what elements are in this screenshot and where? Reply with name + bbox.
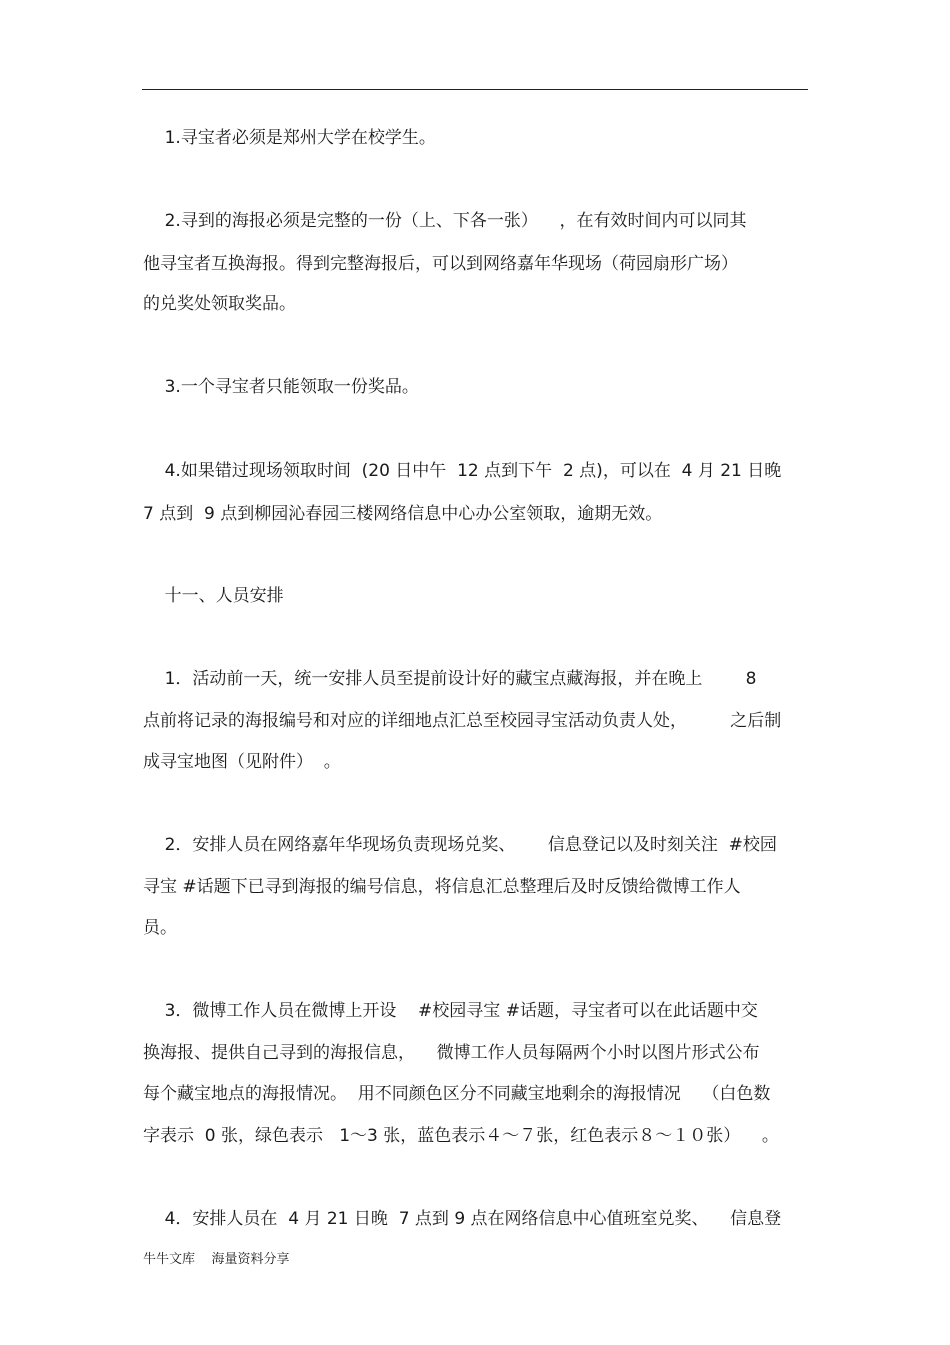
page-footer: 牛牛文库 海量资料分享 [143,1252,290,1267]
text-line: 成寻宝地图（见附件） 。 [143,752,341,772]
text-line: 换海报、提供自己寻到的海报信息， 微博工作人员每隔两个小时以图片形式公布 [143,1043,760,1063]
text-line: 每个藏宝地点的海报情况。 用不同颜色区分不同藏宝地剩余的海报情况 （白色数 [143,1084,771,1104]
text-line: 的兑奖处领取奖品。 [143,294,296,314]
text-line: 3．微博工作人员在微博上开设 #校园寻宝 #话题，寻宝者可以在此话题中交 [143,1001,758,1021]
text-line: 2.寻到的海报必须是完整的一份（上、下各一张） ，在有效时间内可以同其 [143,211,747,231]
text-line: 1．活动前一天，统一安排人员至提前设计好的藏宝点藏海报，并在晚上 8 [143,669,757,689]
text-line: 寻宝 #话题下已寻到海报的编号信息，将信息汇总整理后及时反馈给微博工作人 [143,877,741,897]
text-line: 7 点到 9 点到柳园沁春园三楼网络信息中心办公室领取，逾期无效。 [143,504,663,524]
header-rule [142,89,808,90]
text-line: 4．安排人员在 4 月 21 日晚 7 点到 9 点在网络信息中心值班室兑奖、 信息登 [143,1209,782,1229]
text-line: 3.一个寻宝者只能领取一份奖品。 [143,377,419,397]
text-line: 员。 [143,918,177,938]
section-heading: 十一、人员安排 [143,586,284,606]
text-line: 4.如果错过现场领取时间 (20 日中午 12 点到下午 2 点)，可以在 4 月 21 日晚 [143,461,782,481]
text-line: 他寻宝者互换海报。得到完整海报后，可以到网络嘉年华现场（荷园扇形广场） [143,254,738,274]
text-line: 点前将记录的海报编号和对应的详细地点汇总至校园寻宝活动负责人处， 之后制 [143,711,782,731]
text-line: 2．安排人员在网络嘉年华现场负责现场兑奖、 信息登记以及时刻关注 #校园 [143,835,777,855]
text-line: 字表示 0 张，绿色表示 1～3 张，蓝色表示４～７张，红色表示８～１０张） 。 [143,1126,779,1146]
text-line: 1.寻宝者必须是郑州大学在校学生。 [143,128,436,148]
